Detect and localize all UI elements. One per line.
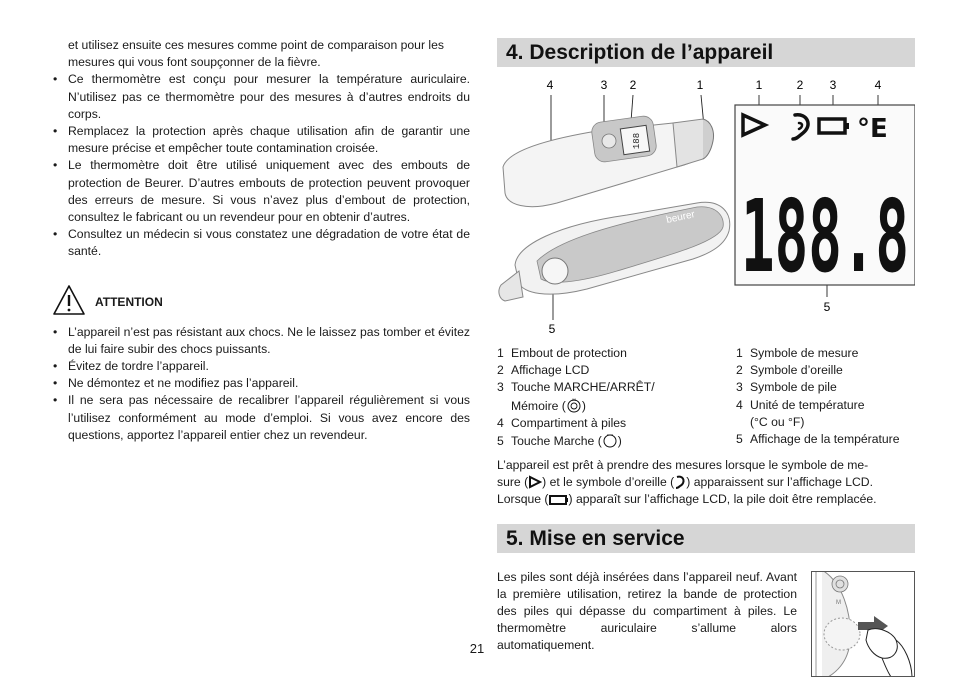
attention-heading bbox=[52, 284, 470, 324]
list-item: (°C ou °F) bbox=[750, 414, 805, 429]
list-item: 1 Embout de protection bbox=[497, 346, 627, 360]
list-item: 2 Symbole d’oreille bbox=[736, 363, 843, 378]
list-item: 3 Symbole de pile bbox=[736, 380, 837, 395]
warning-triangle-icon bbox=[52, 284, 86, 316]
device-parts-list bbox=[497, 345, 655, 450]
ready-paragraph: L’appareil est prêt à prendre des mesures lorsque le symbole de me- sure ( ) et le symbole d’oreille ( ) apparaissent sur l’affichage LCD. Lorsque ( ) apparaît sur l’affichage LCD, la pile doit être remplacée. bbox=[497, 458, 877, 507]
device-callout-5: 5 bbox=[548, 322, 556, 336]
list-item: 3 Touche MARCHE/ARRÊT/ bbox=[497, 380, 655, 395]
lcd-temperature-digits: 188.8 bbox=[741, 178, 909, 295]
start-button-icon bbox=[602, 432, 618, 448]
device-callout-3: 3 bbox=[600, 78, 608, 92]
device-figure bbox=[497, 75, 915, 345]
left-column bbox=[52, 37, 470, 444]
parts-lists bbox=[497, 345, 915, 449]
section-5-heading: 5. Mise en service bbox=[497, 524, 915, 553]
lcd-callout-1: 1 bbox=[755, 78, 763, 92]
lcd-callout-2: 2 bbox=[796, 78, 804, 92]
device-callout-2: 2 bbox=[629, 78, 637, 92]
list-item: • Il ne sera pas nécessaire de recalibrer l’appareil régulièrement si vous l’utilisez conformément au mode d’emploi. Si vous avez encore des questions, apportez l’appareil entier chez un revendeur. bbox=[52, 392, 470, 444]
list-item: • Consultez un médecin si vous constatez une dégradation de votre état de santé. bbox=[52, 226, 470, 260]
safety-bullet-list bbox=[52, 71, 470, 260]
list-item: • L’appareil n’est pas résistant aux chocs. Ne le laissez pas tomber et évitez de lui faire subir des chocs puissants. bbox=[52, 324, 470, 358]
intro-line-2: mesures qui vous font soupçonner de la fièvre. bbox=[68, 55, 321, 70]
list-item: • Ne démontez et ne modifiez pas l’appareil. bbox=[52, 375, 470, 392]
list-item: • Remplacez la protection après chaque utilisation afin de garantir une mesure précise et empêcher toute contamination croisée. bbox=[52, 123, 470, 157]
list-item: 4 Compartiment à piles bbox=[497, 415, 627, 430]
attention-label: ATTENTION bbox=[95, 294, 163, 309]
lcd-callout-3: 3 bbox=[829, 78, 837, 92]
thermometer-illustration bbox=[497, 75, 915, 337]
list-item: • Ce thermomètre est conçu pour mesurer la température auriculaire. N’utilisez pas ce thermomètre pour des mesures à d’autres endroits du corps. bbox=[52, 71, 470, 123]
lcd-parts-list bbox=[736, 345, 900, 448]
list-item: • Le thermomètre doit être utilisé uniquement avec des embouts de protection de Beurer. D’autres embouts de protection peuvent provoquer des erreurs de mesure. Si vous n’avez plus d’embout de protection, consultez le fabricant ou un revendeur pour en obtenir d’autres. bbox=[52, 157, 470, 226]
intro-line-1: et utilisez ensuite ces mesures comme point de comparaison pour les bbox=[68, 38, 444, 52]
measure-symbol-icon bbox=[528, 475, 542, 489]
list-item: 4 Unité de température bbox=[736, 397, 865, 412]
lcd-callout-5: 5 bbox=[823, 300, 831, 314]
mise-en-service bbox=[497, 569, 915, 677]
ear-symbol-icon bbox=[674, 475, 686, 489]
svg-text:188: 188 bbox=[632, 132, 642, 150]
device-brand: beurer bbox=[665, 209, 696, 226]
right-column bbox=[497, 38, 915, 677]
list-item: 5 Affichage de la température bbox=[736, 432, 900, 447]
list-item: 2 Affichage LCD bbox=[497, 363, 590, 378]
power-memory-icon bbox=[566, 397, 582, 413]
list-item: • Évitez de tordre l’appareil. bbox=[52, 358, 470, 375]
list-item: Mémoire ( M ) bbox=[511, 396, 586, 413]
device-callout-1: 1 bbox=[696, 78, 704, 92]
lcd-unit: °E bbox=[857, 114, 888, 144]
battery-strip-illustration bbox=[812, 572, 915, 677]
battery-symbol-icon bbox=[549, 494, 569, 506]
page-number: 21 bbox=[469, 641, 485, 656]
list-item: 5 Touche Marche ( ) bbox=[497, 434, 622, 449]
section-4-heading: 4. Description de l’appareil bbox=[497, 38, 915, 67]
device-callout-4: 4 bbox=[546, 78, 554, 92]
attention-bullet-list bbox=[52, 324, 470, 444]
lcd-callout-4: 4 bbox=[874, 78, 882, 92]
svg-text:M: M bbox=[572, 396, 576, 402]
mise-en-service-text: Les piles sont déjà insérées dans l’appareil neuf. Avant la première utilisation, retirez la bande de protection des piles qui dépasse du compartiment à piles. Le thermomètre auriculaire s’allume alors automatiquement. bbox=[497, 569, 797, 653]
fig-label-m: M bbox=[836, 599, 841, 606]
battery-strip-figure bbox=[811, 571, 915, 677]
list-item: 1 Symbole de mesure bbox=[736, 346, 859, 360]
